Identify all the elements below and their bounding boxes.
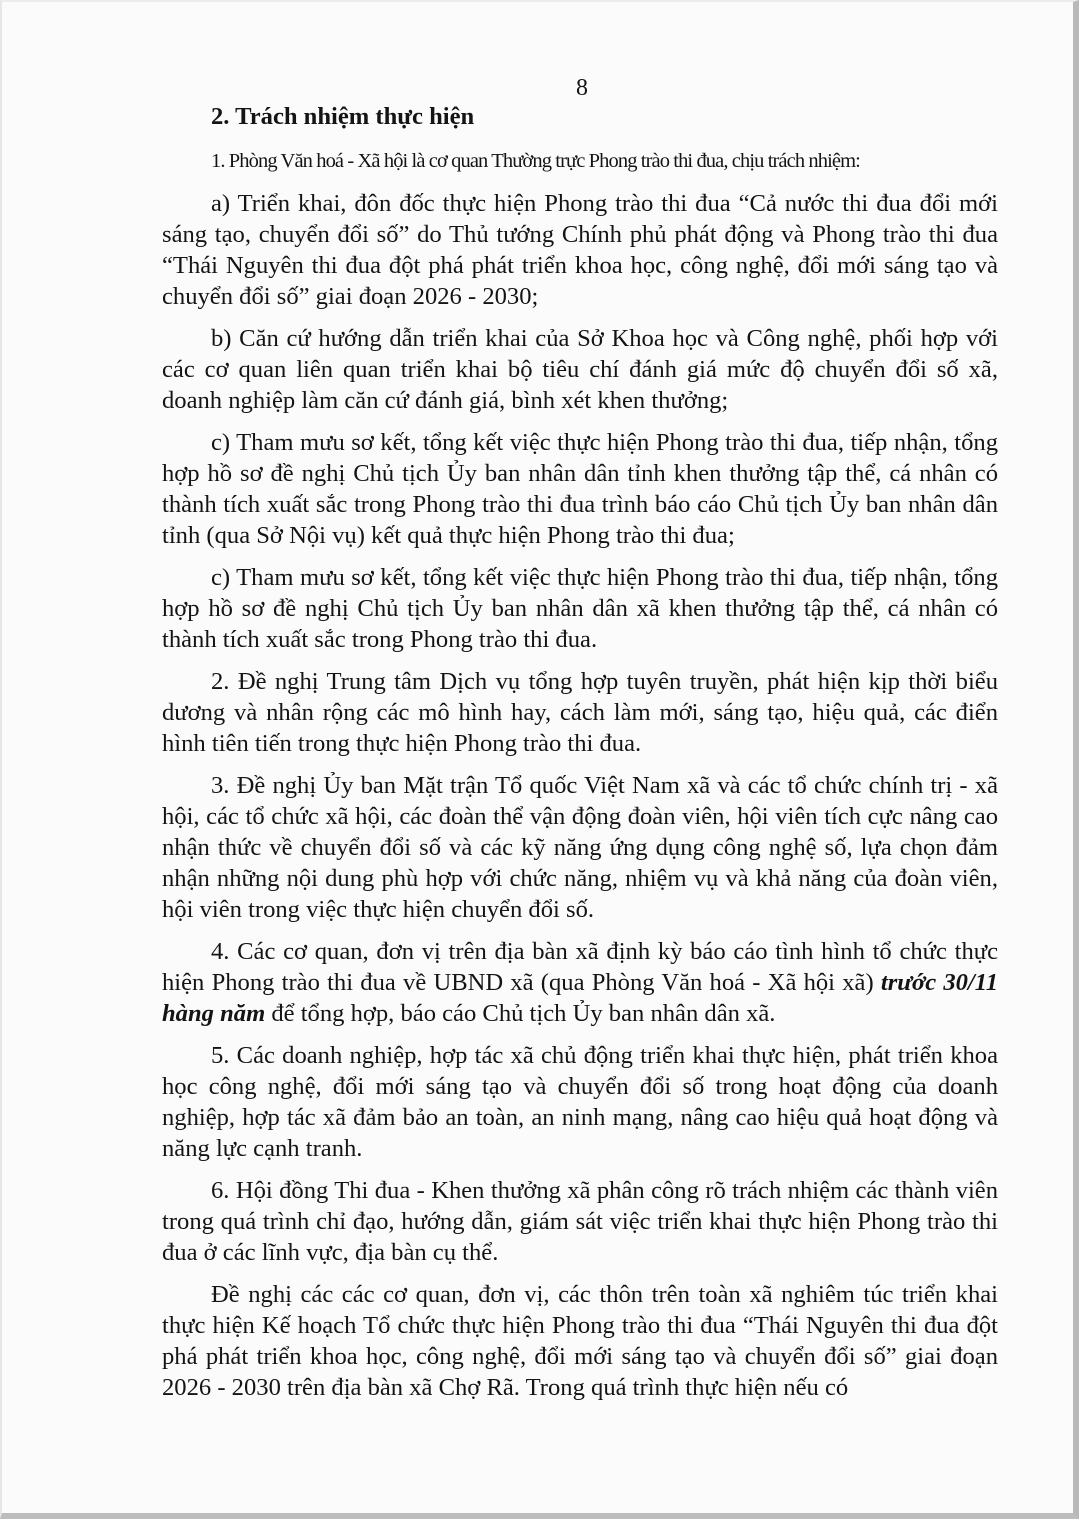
paragraph-1c-province: c) Tham mưu sơ kết, tổng kết việc thực hiện Phong trào thi đua, tiếp nhận, tổng hợp hồ sơ đề nghị Chủ tịch Ủy ban nhân dân tỉnh khen thưởng tập thể, cá nhân có thành tích xuất sắc trong Phong trào thi đua trình báo cáo Chủ tịch Ủy ban nhân dân tỉnh (qua Sở Nội vụ) kết quả thực hiện Phong trào thi đua;: [162, 429, 998, 549]
paragraph-4-end: để tổng hợp, báo cáo Chủ tịch Ủy ban nhân dân xã.: [265, 1000, 776, 1027]
page-number: 8: [576, 75, 588, 101]
paragraph-1b: b) Căn cứ hướng dẫn triển khai của Sở Khoa học và Công nghệ, phối hợp với các cơ quan liên quan triển khai bộ tiêu chí đánh giá mức độ chuyển đổi số xã, doanh nghiệp làm căn cứ đánh giá, bình xét khen thưởng;: [162, 325, 998, 414]
paragraph-5: 5. Các doanh nghiệp, hợp tác xã chủ động triển khai thực hiện, phát triển khoa học công nghệ, đổi mới sáng tạo và chuyển đổi số trong hoạt động của doanh nghiệp, hợp tác xã đảm bảo an toàn, an ninh mạng, nâng cao hiệu quả hoạt động và năng lực cạnh tranh.: [162, 1042, 998, 1162]
paragraph-3: 3. Đề nghị Ủy ban Mặt trận Tổ quốc Việt Nam xã và các tổ chức chính trị - xã hội, các tổ chức xã hội, các đoàn thể vận động đoàn viên, hội viên tích cực nâng cao nhận thức về chuyển đổi số và các kỹ năng ứng dụng công nghệ số, lựa chọn đảm nhận những nội dung phù hợp với chức năng, nhiệm vụ và khả năng của đoàn viên, hội viên trong việc thực hiện chuyển đổi số.: [162, 772, 998, 923]
paragraph-1c-commune: c) Tham mưu sơ kết, tổng kết việc thực hiện Phong trào thi đua, tiếp nhận, tổng hợp hồ sơ đề nghị Chủ tịch Ủy ban nhân dân xã khen thưởng tập thể, cá nhân có thành tích xuất sắc trong Phong trào thi đua.: [162, 564, 998, 653]
paragraph-6: 6. Hội đồng Thi đua - Khen thưởng xã phân công rõ trách nhiệm các thành viên trong quá trình chỉ đạo, hướng dẫn, giám sát việc triển khai thực hiện Phong trào thi đua ở các lĩnh vực, địa bàn cụ thể.: [162, 1177, 998, 1266]
paragraph-2: 2. Đề nghị Trung tâm Dịch vụ tổng hợp tuyên truyền, phát hiện kịp thời biểu dương và nhân rộng các mô hình hay, cách làm mới, sáng tạo, hiệu quả, các điển hình tiên tiến trong thực hiện Phong trào thi đua.: [162, 668, 998, 757]
section-heading: 2. Trách nhiệm thực hiện: [211, 103, 475, 130]
paragraph-4-start: 4. Các cơ quan, đơn vị trên địa bàn xã định kỳ báo cáo tình hình tổ chức thực hiện Phong trào thi đua về UBND xã (qua Phòng Văn hoá - Xã hội xã): [162, 938, 998, 996]
paragraph-4: [162, 936, 998, 1029]
closing-paragraph: Đề nghị các các cơ quan, đơn vị, các thôn trên toàn xã nghiêm túc triển khai thực hiện Kế hoạch Tổ chức thực hiện Phong trào thi đua “Thái Nguyên thi đua đột phá phát triển khoa học, công nghệ, đổi mới sáng tạo và chuyển đổi số” giai đoạn 2026 - 2030 trên địa bàn xã Chợ Rã. Trong quá trình thực hiện nếu có: [162, 1281, 998, 1401]
document-body: [162, 146, 998, 1414]
paragraph-4-deadline: trước 30/11 hàng năm: [162, 969, 998, 1027]
paragraph-1a: a) Triển khai, đôn đốc thực hiện Phong trào thi đua “Cả nước thi đua đổi mới sáng tạo, chuyển đổi số” do Thủ tướng Chính phủ phát động và Phong trào thi đua “Thái Nguyên thi đua đột phá phát triển khoa học, công nghệ, đổi mới sáng tạo và chuyển đổi số” giai đoạn 2026 - 2030;: [162, 190, 998, 310]
paragraph-1-lead: 1. Phòng Văn hoá - Xã hội là cơ quan Thường trực Phong trào thi đua, chịu trách nhiệm:: [211, 150, 860, 172]
